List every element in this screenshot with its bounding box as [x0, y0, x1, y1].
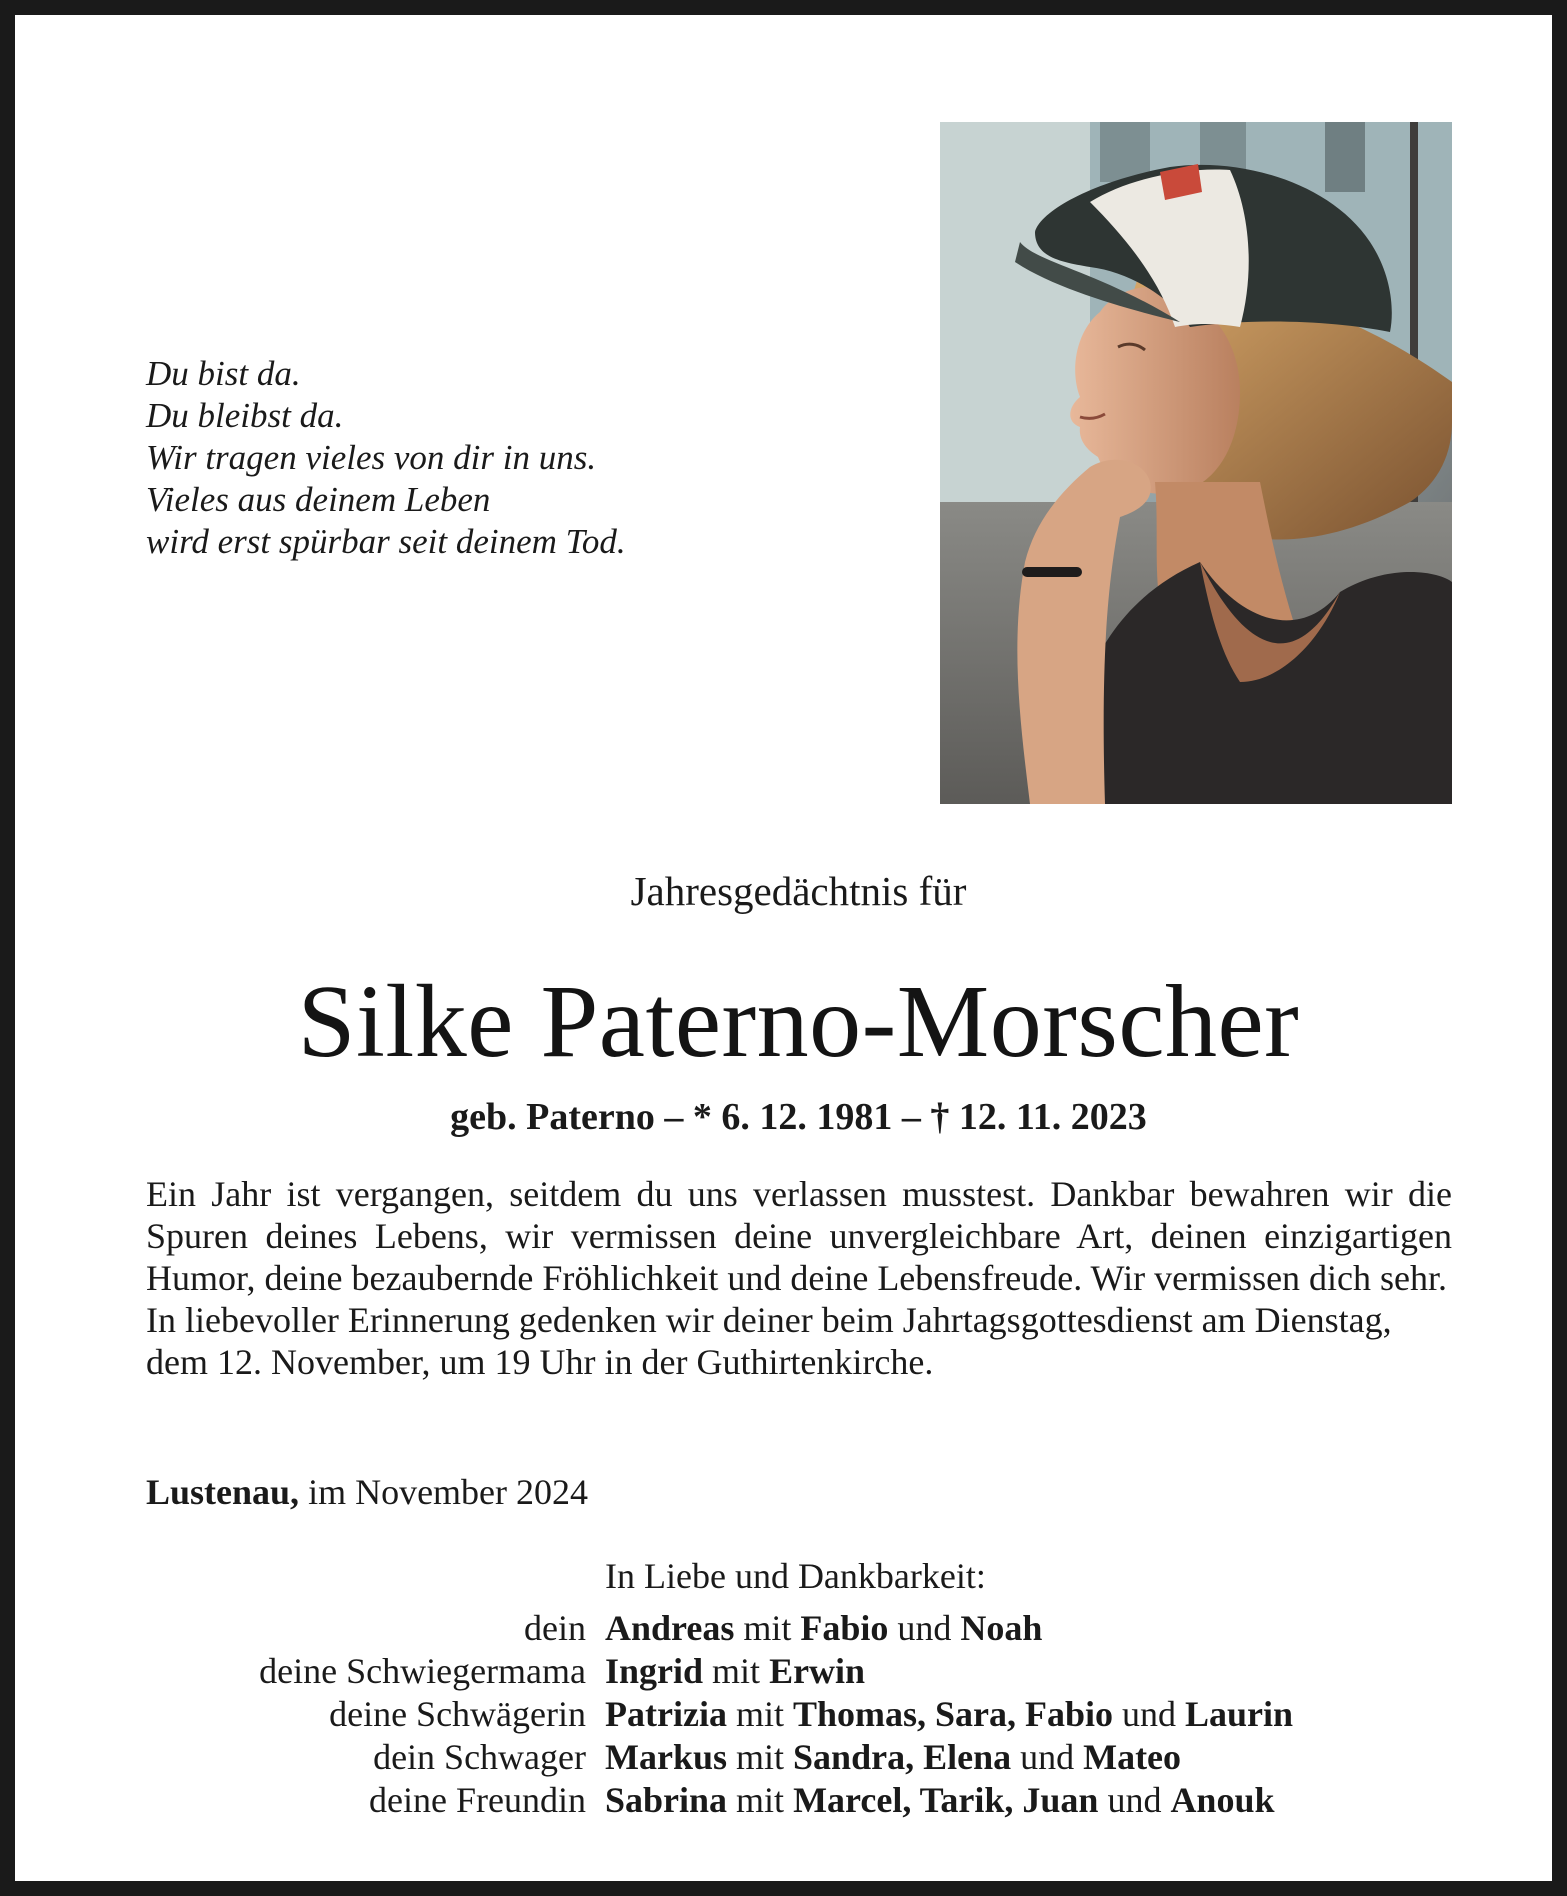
mourner-name: Anouk — [1170, 1780, 1275, 1820]
memorial-subtitle: Jahresgedächtnis für — [630, 868, 967, 914]
verse-line: Wir tragen vieles von dir in uns. — [146, 438, 597, 477]
mourner-name: Ingrid — [605, 1651, 704, 1691]
verse-line: Du bist da. — [146, 354, 301, 393]
service-paragraph: In liebevoller Erinnerung gedenken wir deiner beim Jahrtagsgottesdienst am Dienstag, dem 12. November, um 19 Uhr in der Guthirtenkirche. — [146, 1300, 1392, 1382]
place-month: im November 2024 — [308, 1472, 589, 1512]
mourners-intro: In Liebe und Dankbarkeit: — [605, 1556, 986, 1596]
mourner-name: Fabio — [800, 1608, 889, 1648]
mourner-name: Laurin — [1185, 1694, 1294, 1734]
verse-line: wird erst spürbar seit deinem Tod. — [146, 522, 626, 561]
memorial-paragraph: Ein Jahr ist vergangen, seitdem du uns verlassen musstest. Dankbar bewahren wir die Spuren deines Lebens, wir vermissen deine unvergleichbare Art, deinen einzigartigen Humor, deine bezaubernde Fröhlichkeit und deine Lebensfreude. Wir vermissen dich sehr. — [146, 1174, 1452, 1298]
connector-text: mit — [727, 1737, 794, 1777]
mourner-relation: dein Schwager — [373, 1737, 586, 1777]
birth-death-dates: geb. Paterno – * 6. 12. 1981 – † 12. 11. 2023 — [450, 1096, 1147, 1138]
mourner-row — [146, 1607, 1293, 1650]
mourners-list — [146, 1607, 1293, 1822]
mourner-names — [605, 1736, 1181, 1779]
mourner-name: Noah — [960, 1608, 1043, 1648]
mourner-row — [146, 1779, 1293, 1822]
place-date — [146, 1471, 588, 1513]
connector-text: mit — [734, 1608, 801, 1648]
connector-text: und — [888, 1608, 961, 1648]
connector-text: mit — [726, 1694, 793, 1734]
mourner-relation: dein — [524, 1608, 586, 1648]
memorial-verse — [146, 353, 626, 563]
connector-text: mit — [703, 1651, 770, 1691]
place-town: Lustenau, — [146, 1472, 300, 1512]
mourner-name: Markus — [605, 1737, 728, 1777]
mourner-name: Sandra, Elena — [793, 1737, 1012, 1777]
mourner-names — [605, 1650, 865, 1693]
mourner-name: Erwin — [769, 1651, 866, 1691]
mourner-names — [605, 1693, 1293, 1736]
mourner-row — [146, 1693, 1293, 1736]
mourner-name: Mateo — [1083, 1737, 1182, 1777]
mourner-relation: deine Schwägerin — [329, 1694, 586, 1734]
mourner-relation: deine Schwiegermama — [259, 1651, 586, 1691]
mourner-relation: deine Freundin — [369, 1780, 586, 1820]
mourner-name: Thomas, Sara, Fabio — [792, 1694, 1114, 1734]
mourner-name: Sabrina — [605, 1780, 728, 1820]
mourner-name: Marcel, Tarik, Juan — [793, 1780, 1099, 1820]
portrait-photo — [940, 122, 1452, 804]
deceased-name: Silke Paterno-Morscher — [297, 964, 1300, 1079]
connector-text: und — [1011, 1737, 1084, 1777]
mourner-row — [146, 1650, 1293, 1693]
mourner-name: Andreas — [605, 1608, 735, 1648]
connector-text: mit — [727, 1780, 794, 1820]
mourner-names — [605, 1607, 1042, 1650]
mourner-names — [605, 1779, 1275, 1822]
connector-text: und — [1098, 1780, 1171, 1820]
connector-text: und — [1113, 1694, 1186, 1734]
verse-line: Du bleibst da. — [146, 396, 344, 435]
verse-line: Vieles aus deinem Leben — [146, 480, 491, 519]
memorial-text — [146, 1173, 1452, 1383]
mourner-name: Patrizia — [605, 1694, 727, 1734]
mourner-row — [146, 1736, 1293, 1779]
